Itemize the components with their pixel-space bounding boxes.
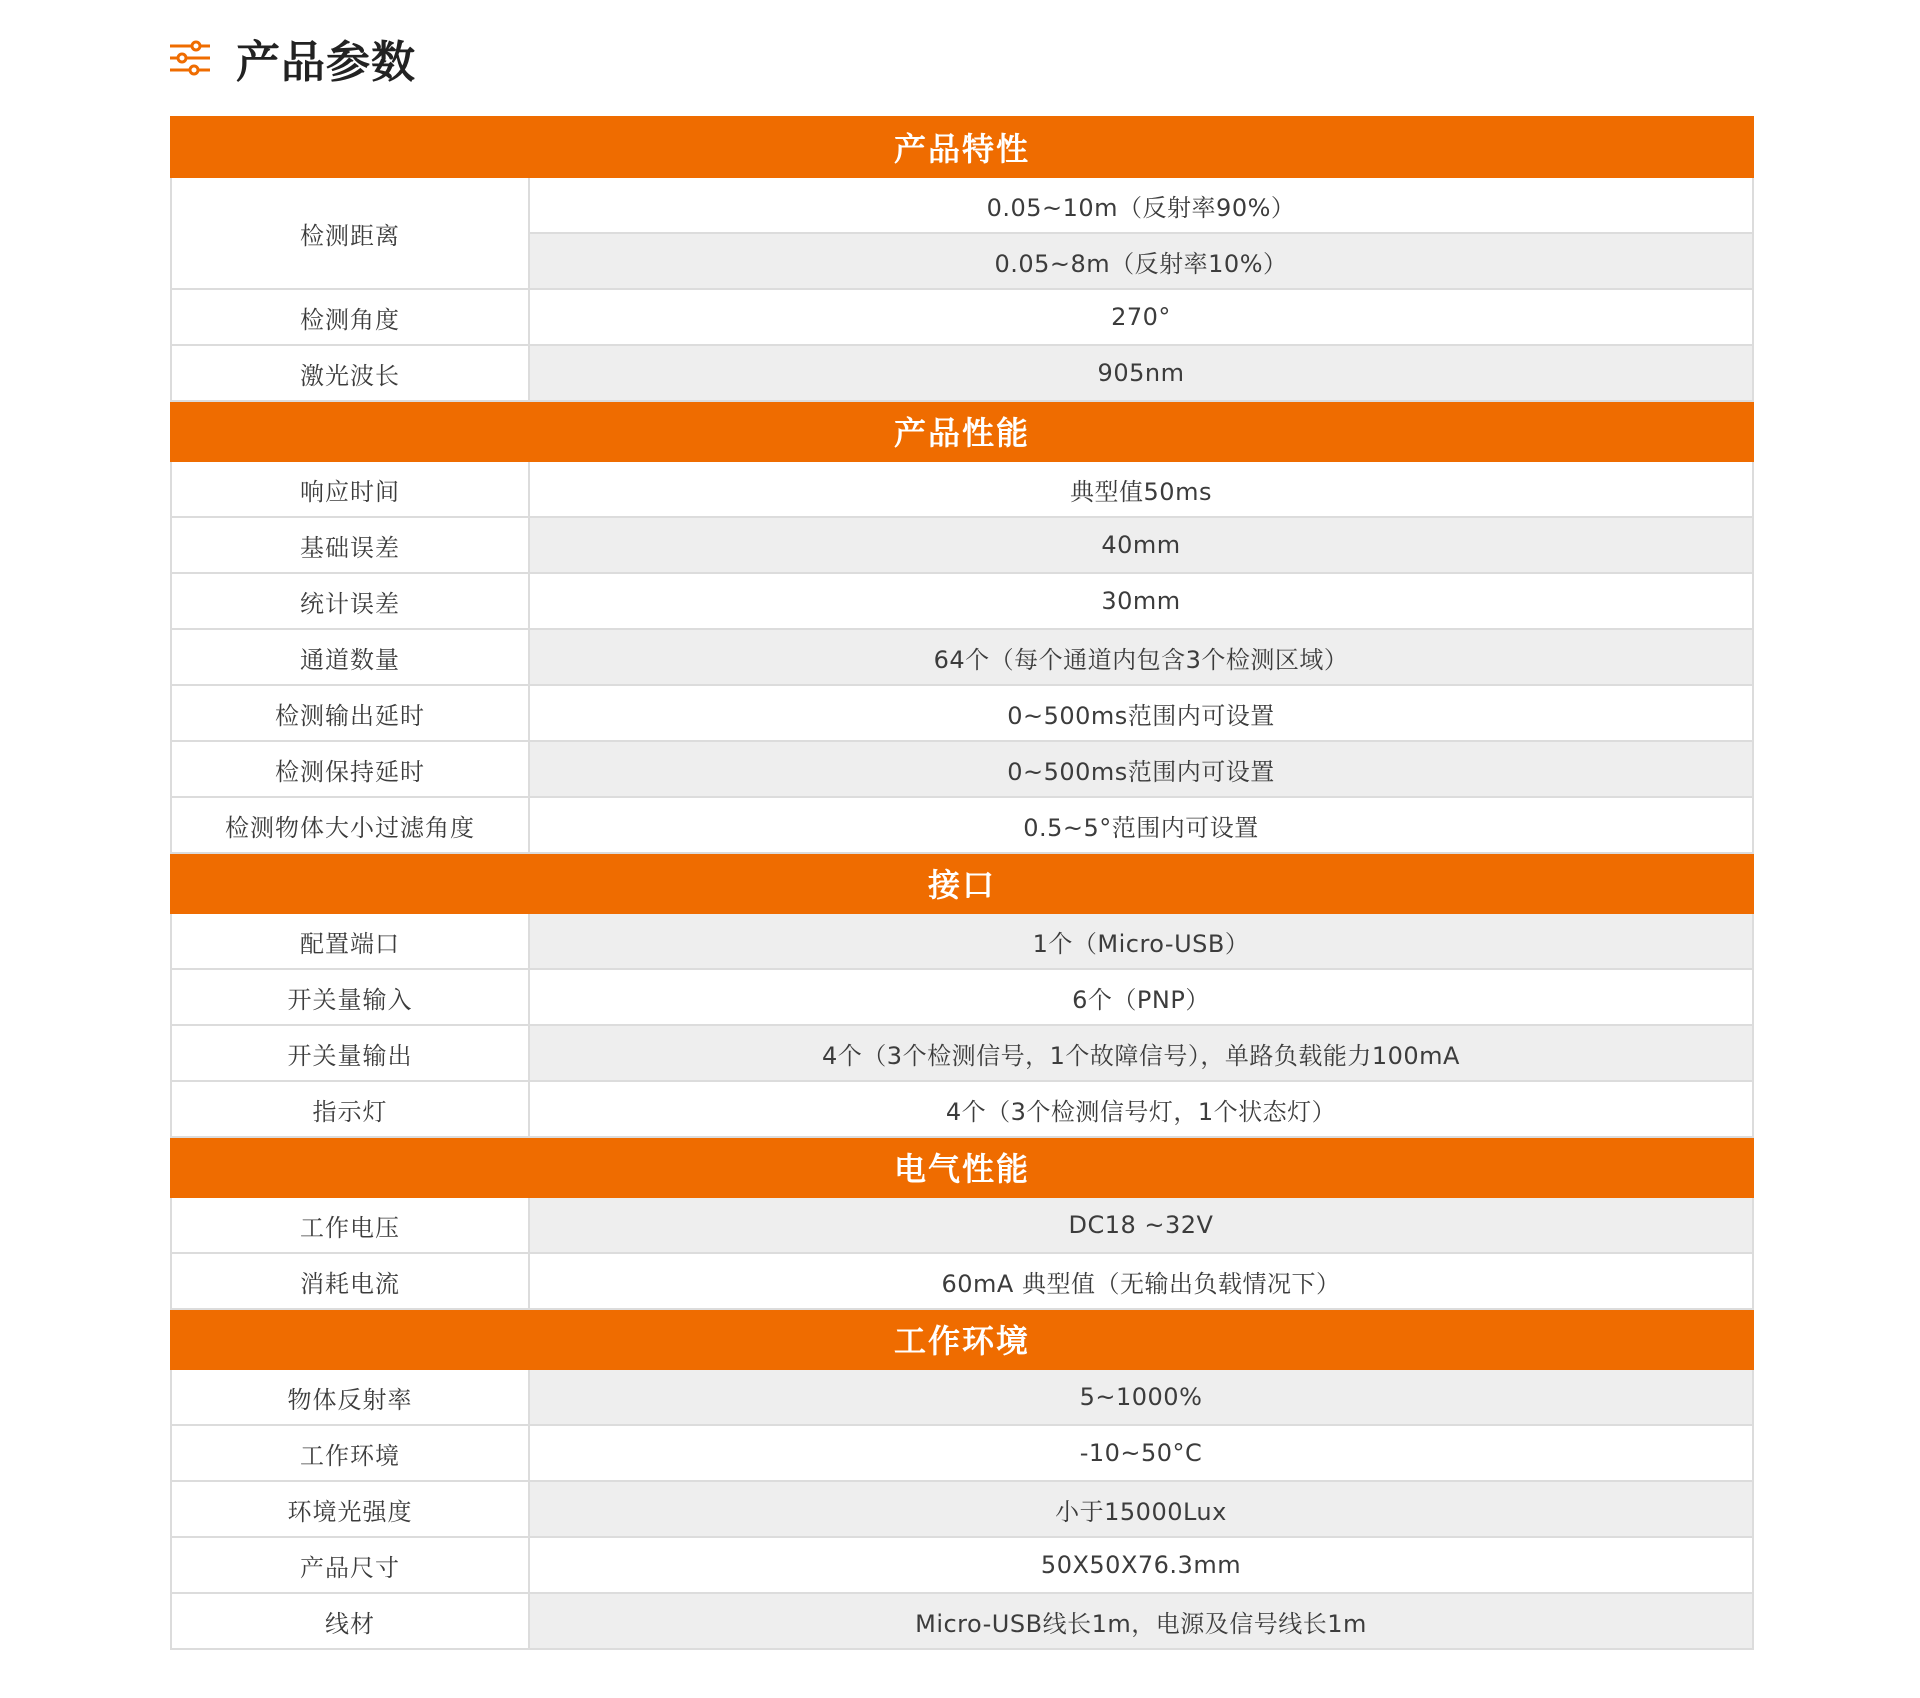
section-title: 产品特性 [893, 130, 1030, 168]
table-row [171, 1197, 1753, 1253]
section-title: 工作环境 [893, 1322, 1030, 1360]
row-label: 线材 [171, 1593, 529, 1649]
row-label: 指示灯 [171, 1081, 529, 1137]
row-label: 消耗电流 [171, 1253, 529, 1309]
spec-table [170, 116, 1754, 1650]
row-value: 60mA 典型值（无输出负载情况下） [529, 1253, 1753, 1309]
row-value: 0.05~8m（反射率10%） [529, 233, 1753, 289]
table-row [171, 573, 1753, 629]
sliders-icon [168, 38, 212, 78]
section-header [171, 1137, 1753, 1197]
section-title: 接口 [927, 866, 996, 904]
row-value: DC18 ~32V [529, 1197, 1753, 1253]
row-value: 0~500ms范围内可设置 [529, 685, 1753, 741]
table-row [171, 289, 1753, 345]
row-label: 检测输出延时 [171, 685, 529, 741]
row-label: 检测距离 [171, 177, 529, 289]
section-header-cell [171, 1137, 1753, 1197]
table-row [171, 461, 1753, 517]
row-value: 40mm [529, 517, 1753, 573]
row-value: 30mm [529, 573, 1753, 629]
row-value: 小于15000Lux [529, 1481, 1753, 1537]
row-value: 905nm [529, 345, 1753, 401]
row-label: 检测角度 [171, 289, 529, 345]
row-value: 0.05~10m（反射率90%） [529, 177, 1753, 233]
spec-table-body [171, 117, 1753, 1649]
section-header-cell [171, 1309, 1753, 1369]
table-row [171, 345, 1753, 401]
row-value: 4个（3个检测信号，1个故障信号），单路负载能力100mA [529, 1025, 1753, 1081]
row-value: 64个（每个通道内包含3个检测区域） [529, 629, 1753, 685]
row-value: Micro-USB线长1m，电源及信号线长1m [529, 1593, 1753, 1649]
table-row [171, 1025, 1753, 1081]
table-row [171, 969, 1753, 1025]
row-label: 工作电压 [171, 1197, 529, 1253]
section-title: 产品性能 [893, 414, 1030, 452]
section-header [171, 117, 1753, 177]
row-label: 工作环境 [171, 1425, 529, 1481]
table-row [171, 1481, 1753, 1537]
table-row [171, 1253, 1753, 1309]
row-value: 50X50X76.3mm [529, 1537, 1753, 1593]
table-row [171, 177, 1753, 233]
page-title: 产品参数 [236, 37, 416, 88]
row-value: 0.5~5°范围内可设置 [529, 797, 1753, 853]
table-row [171, 517, 1753, 573]
row-value: 6个（PNP） [529, 969, 1753, 1025]
page-heading [168, 28, 416, 88]
row-value: -10~50°C [529, 1425, 1753, 1481]
row-label: 激光波长 [171, 345, 529, 401]
row-label: 环境光强度 [171, 1481, 529, 1537]
row-label: 响应时间 [171, 461, 529, 517]
row-label: 统计误差 [171, 573, 529, 629]
table-row [171, 685, 1753, 741]
row-label: 检测保持延时 [171, 741, 529, 797]
row-label: 开关量输出 [171, 1025, 529, 1081]
table-row [171, 1081, 1753, 1137]
table-row [171, 741, 1753, 797]
section-header [171, 853, 1753, 913]
section-header-cell [171, 117, 1753, 177]
row-label: 配置端口 [171, 913, 529, 969]
section-title: 电气性能 [893, 1150, 1030, 1188]
row-value: 典型值50ms [529, 461, 1753, 517]
row-value: 0~500ms范围内可设置 [529, 741, 1753, 797]
section-header-cell [171, 853, 1753, 913]
table-row [171, 797, 1753, 853]
row-value: 4个（3个检测信号灯，1个状态灯） [529, 1081, 1753, 1137]
row-label: 通道数量 [171, 629, 529, 685]
row-value: 5~1000% [529, 1369, 1753, 1425]
section-header [171, 1309, 1753, 1369]
row-label: 物体反射率 [171, 1369, 529, 1425]
row-label: 开关量输入 [171, 969, 529, 1025]
table-row [171, 1369, 1753, 1425]
table-row [171, 1425, 1753, 1481]
table-row [171, 913, 1753, 969]
table-row [171, 1537, 1753, 1593]
section-header-cell [171, 401, 1753, 461]
row-label: 基础误差 [171, 517, 529, 573]
row-value: 1个（Micro-USB） [529, 913, 1753, 969]
row-value: 270° [529, 289, 1753, 345]
section-header [171, 401, 1753, 461]
row-label: 产品尺寸 [171, 1537, 529, 1593]
table-row [171, 629, 1753, 685]
table-row [171, 1593, 1753, 1649]
row-label: 检测物体大小过滤角度 [171, 797, 529, 853]
